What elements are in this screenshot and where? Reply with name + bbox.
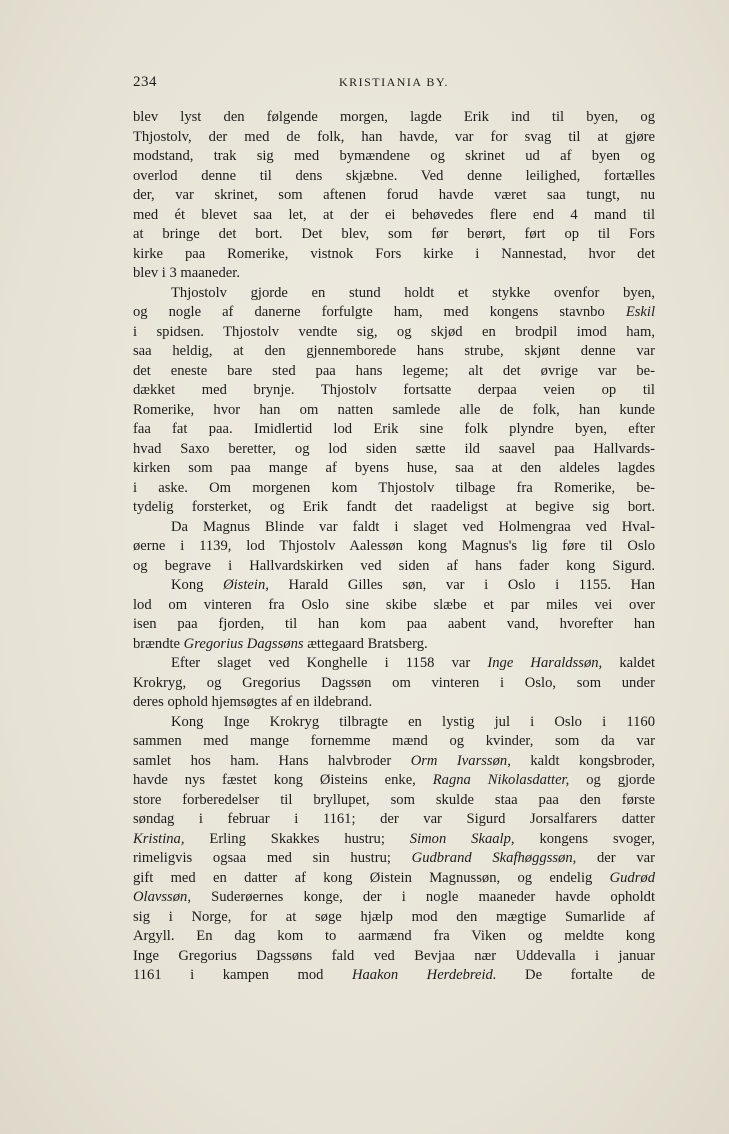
text-line	[133, 635, 655, 655]
paragraph-start-line	[133, 576, 655, 596]
text-line: med ét blevet saa let, at der ei behøvedes flere end 4 mand til	[133, 206, 655, 223]
text-line: tydelig forsterket, og Erik fandt det raadeligst at begive sig bort.	[133, 499, 655, 515]
text-run: kongens svoger,	[514, 830, 655, 847]
text-run: Efter slaget ved Konghelle i 1158 var	[171, 655, 488, 671]
text-line: Krokryg, og Gregorius Dagssøn om vinteren i Oslo, som under	[133, 674, 655, 691]
text-run: samlet hos ham. Hans halvbroder	[133, 752, 411, 769]
italic-name: Kristina,	[133, 830, 185, 847]
text-line: isen paa fjorden, til han kom paa aabent vand, hvorefter han	[133, 616, 655, 632]
text-line: hvad Saxo beretter, og lod siden sætte ild saavel paa Hallvards-	[133, 440, 655, 457]
page-header	[133, 74, 655, 94]
text-line: søndag i februar i 1161; der var Sigurd Jorsalfarers datter	[133, 811, 655, 827]
italic-name: Orm Ivarssøn,	[410, 752, 511, 769]
italic-name: Gregorius Dagssøns	[183, 635, 304, 652]
text-line: sammen med mange fornemme mænd og kvinder, som da var	[133, 733, 655, 749]
italic-name: Ragna Nikolasdatter,	[432, 772, 570, 788]
text-line: Thjostolv, der med de folk, han havde, var for svag til at gjøre	[133, 128, 655, 145]
text-line: saa heldig, at den gjennemborede hans strube, skjønt denne var	[133, 343, 655, 359]
running-title: KRISTIANIA BY.	[338, 75, 450, 89]
text-line: kirke paa Romerike, vistnok Fors kirke i Nannestad, hvor det	[133, 245, 655, 262]
italic-name: Olavssøn,	[133, 889, 191, 905]
text-line: Romerike, hvor han om natten samlede alle de folk, han kunde	[133, 401, 655, 418]
text-run: havde nys fæstet kong Øisteins enke,	[133, 772, 433, 788]
paragraph-start-line: Da Magnus Blinde var faldt i slaget ved Holmengraa ved Hval-	[171, 518, 655, 535]
text-line: Argyll. En dag kom to aarmænd fra Viken og meldte kong	[133, 928, 655, 944]
paragraph-start-line: Thjostolv gjorde en stund holdt et stykke ovenfor byen,	[171, 284, 655, 301]
text-run: og gjorde	[569, 772, 655, 788]
text-line: blev i 3 maaneder.	[133, 265, 240, 281]
text-line: sig i Norge, for at søge hjælp mod den mægtige Sumarlide af	[133, 908, 655, 925]
text-line	[133, 888, 655, 908]
text-line: overlod denne til dens skjæbne. Ved denne leilighed, fortælles	[133, 167, 655, 184]
text-run: Kong	[171, 577, 224, 593]
text-line: Inge Gregorius Dagssøns fald ved Bevjaa nær Uddevalla i januar	[133, 947, 655, 964]
italic-name: Gudbrand Skafhøggssøn,	[411, 850, 577, 866]
text-line	[133, 849, 655, 869]
text-line	[133, 752, 655, 772]
paragraph-start-line: Kong Inge Krokryg tilbragte en lystig jul i Oslo i 1160	[171, 713, 655, 730]
text-run: Erling Skakkes hustru;	[184, 830, 410, 847]
text-run: kaldet	[602, 655, 655, 671]
text-line: det eneste bare sted paa hans legeme; alt det øvrige var be-	[133, 362, 655, 379]
text-line: dækket med brynje. Thjostolv fortsatte derpaa veien op til	[133, 382, 655, 398]
text-run: ættegaard Bratsberg.	[303, 635, 428, 652]
text-run: kaldt kongsbroder,	[510, 752, 655, 769]
italic-name: Simon Skaalp,	[409, 830, 515, 847]
text-line	[133, 869, 655, 889]
text-line	[133, 771, 655, 791]
text-line: deres ophold hjemsøgtes af en ildebrand.	[133, 694, 373, 710]
italic-name: Gudrød	[609, 869, 655, 886]
text-run: brændte	[133, 635, 184, 652]
text-line: store forberedelser til bryllupet, som skulde staa paa den første	[133, 791, 655, 808]
text-run: Suderøernes konge, der i nogle maaneder havde opholdt	[190, 889, 655, 905]
text-line: i spidsen. Thjostolv vendte sig, og skjød en brodpil imod ham,	[133, 323, 655, 340]
body-text	[133, 108, 655, 986]
text-run: rimeligvis ogsaa med sin hustru;	[133, 850, 412, 866]
text-line: og begrave i Hallvardskirken ved siden af hans fader kong Sigurd.	[133, 557, 655, 574]
italic-name: Eskil	[625, 304, 655, 320]
text-line	[133, 303, 655, 323]
text-line: faa fat paa. Imidlertid lod Erik sine folk plyndre byen, efter	[133, 421, 655, 437]
text-line: lod om vinteren fra Oslo sine skibe slæbe et par miles vei over	[133, 596, 655, 613]
text-line: øerne i 1139, lod Thjostolv Aalessøn kong Magnus's lig føre til Oslo	[133, 538, 655, 554]
text-line: at bringe det bort. Det blev, som før berørt, ført op til Fors	[133, 226, 655, 242]
page-number: 234	[133, 74, 157, 90]
text-run: og nogle af danerne forfulgte ham, med kongens stavnbo	[133, 304, 626, 320]
text-line: blev lyst den følgende morgen, lagde Erik ind til byen, og	[133, 109, 655, 125]
text-run: De fortalte de	[496, 967, 656, 983]
text-line	[133, 830, 655, 850]
paragraph-start-line	[133, 654, 655, 674]
text-run: 1161 i kampen mod	[133, 967, 352, 983]
text-run: gift med en datter af kong Øistein Magnussøn, og endelig	[133, 869, 610, 886]
text-line: der, var skrinet, som aftenen forud havde været saa tungt, nu	[133, 187, 655, 203]
text-line	[133, 966, 655, 986]
text-run: Harald Gilles søn, var i Oslo i 1155. Han	[268, 577, 655, 593]
text-run: der var	[576, 850, 655, 866]
italic-name: Inge Haraldssøn,	[487, 655, 603, 671]
text-line: kirken som paa mange af byens huse, saa at den aldeles lagdes	[133, 460, 655, 476]
text-line: modstand, trak sig med bymændene og skrinet ud af byen og	[133, 148, 655, 164]
text-line: i aske. Om morgenen kom Thjostolv tilbage fra Romerike, be-	[133, 479, 655, 496]
italic-name: Øistein,	[223, 577, 269, 593]
italic-name: Haakon Herdebreid.	[351, 967, 497, 983]
